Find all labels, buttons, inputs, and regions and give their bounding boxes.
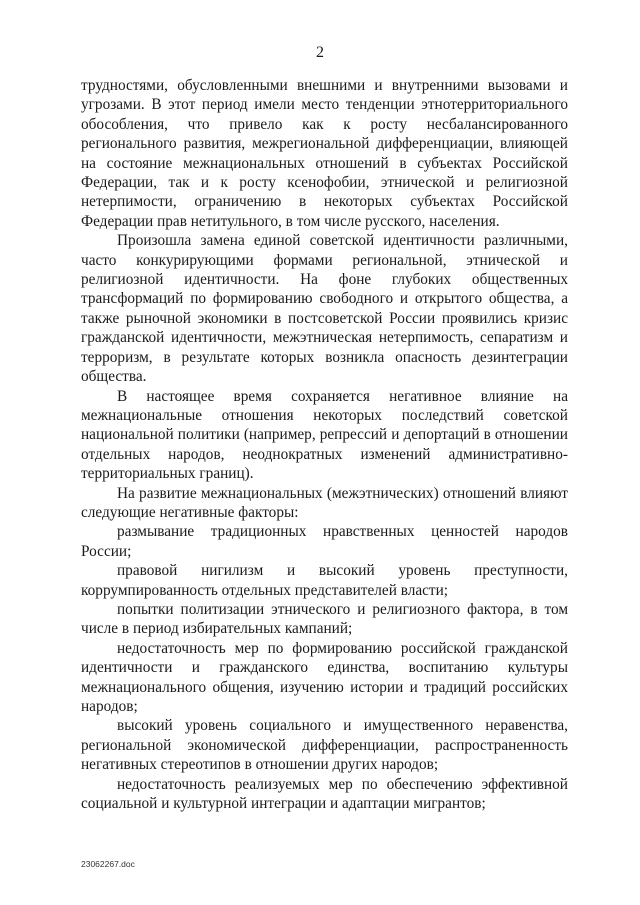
list-item: недостаточность мер по формированию российской гражданской идентичности и гражданского единства, воспитанию культуры межнационального общения, изучению истории и традиций российских народов; [81, 639, 568, 715]
paragraph: На развитие межнациональных (межэтнических) отношений влияют следующие негативные факторы: [81, 484, 568, 521]
paragraph: В настоящее время сохраняется негативное влияние на межнациональные отношения некоторых последствий советской национальной политики (например, репрессий и депортаций в отношении отдельных народов, неоднократных изменений административно-территориальных границ). [81, 387, 568, 483]
list-item: попытки политизации этнического и религиозного фактора, в том числе в период избирательных кампаний; [81, 600, 568, 638]
paragraph: трудностями, обусловленными внешними и внутренними вызовами и угрозами. В этот период имели место тенденции этнотерриториального обособления, что привело как к росту несбалансированного регионального развития, межрегиональной дифференциации, влияющей на состояние межнациональных отношений в субъектах Российской Федерации, так и к росту ксенофобии, этнической и религиозной нетерпимости, ограничению в некоторых субъектах Российской Федерации прав нетитульного, в том числе русского, населения. [81, 77, 568, 230]
list-item: недостаточность реализуемых мер по обеспечению эффективной социальной и культурной интеграции и адаптации мигрантов; [81, 775, 568, 813]
file-name-footer: 23062267.doc [81, 859, 135, 869]
document-body [81, 76, 568, 813]
paragraph: Произошла замена единой советской идентичности различными, часто конкурирующими формами региональной, этнической и религиозной идентичности. На фоне глубоких общественных трансформаций по формированию свободного и открытого общества, а также рыночной экономики в постсоветской России проявились кризис гражданской идентичности, межэтническая нетерпимость, сепаратизм и терроризм, в результате которых возникла опасность дезинтеграции общества. [81, 232, 568, 386]
list-item: правовой нигилизм и высокий уровень преступности, коррумпированность отдельных представителей власти; [81, 562, 568, 599]
page-number: 2 [316, 44, 324, 61]
list-item: высокий уровень социального и имущественного неравенства, региональной экономической дифференциации, распространенность негативных стереотипов в отношении других народов; [81, 717, 568, 774]
list-item: размывание традиционных нравственных ценностей народов России; [81, 523, 568, 560]
